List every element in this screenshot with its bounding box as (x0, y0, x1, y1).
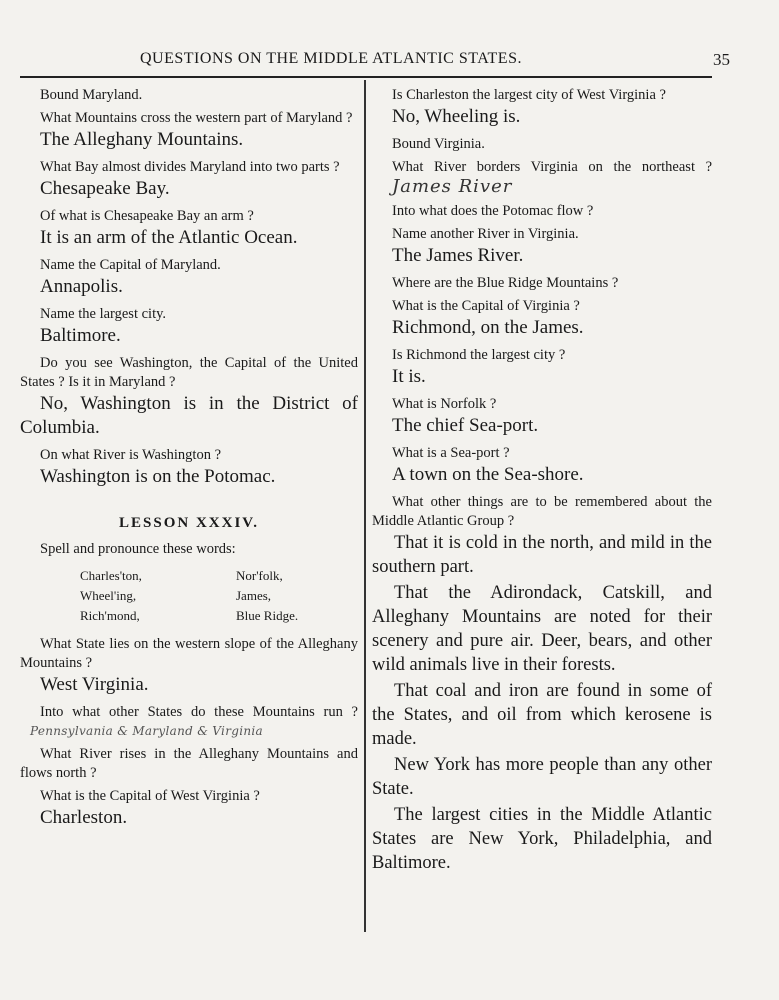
question: What is Norfolk ? (392, 396, 497, 412)
spelling-words (78, 565, 300, 627)
question: Do you see Washington, the Capital of the United States ? Is it in Maryland ? (20, 355, 358, 390)
spelling-word: Rich'mond, (80, 608, 140, 623)
right-column (372, 86, 712, 877)
answer: West Virginia. (40, 674, 149, 695)
question: On what River is Washington ? (40, 447, 222, 463)
answer: The James River. (392, 245, 524, 266)
answer: No, Wheeling is. (392, 106, 521, 127)
question: Is Charleston the largest city of West Virginia ? (392, 87, 666, 103)
question-text: What River borders Virginia on the northeast ? (392, 159, 712, 175)
lesson-title: LESSON XXXIV. (119, 515, 259, 531)
page-header (20, 44, 730, 74)
question: What is a Sea-port ? (392, 445, 510, 461)
question: Name the largest city. (40, 306, 167, 322)
question: Bound Maryland. (40, 87, 143, 103)
question: Name another River in Virginia. (392, 226, 579, 242)
header-rule (20, 76, 712, 78)
question: Into what does the Potomac flow ? (392, 203, 594, 219)
paragraph: That the Adirondack, Catskill, and Alleghany Mountains are noted for their scenery and pure air. Deer, bears, and other wild animals live in their forests. (372, 583, 712, 675)
paragraph: That coal and iron are found in some of the States, and oil from which kerosene is made. (372, 681, 712, 749)
paragraph: The largest cities in the Middle Atlantic States are New York, Philadelphia, and Baltimore. (372, 805, 712, 873)
answer: Baltimore. (40, 325, 121, 346)
page-number: 35 (713, 50, 730, 69)
answer: Charleston. (40, 807, 128, 828)
answer: Annapolis. (40, 276, 123, 297)
spelling-row (80, 607, 298, 625)
spelling-word: Nor'folk, (236, 568, 283, 583)
spelling-word: Charles'ton, (80, 568, 142, 583)
spelling-word: James, (236, 588, 272, 603)
left-column (20, 86, 358, 836)
question: What River rises in the Alleghany Mountains and flows north ? (20, 746, 358, 781)
question: What Mountains cross the western part of Maryland ? (40, 110, 353, 126)
question: Where are the Blue Ridge Mountains ? (392, 275, 619, 291)
answer: A town on the Sea-shore. (392, 464, 584, 485)
spelling-word: Wheel'ing, (80, 588, 137, 603)
answer: The Alleghany Mountains. (40, 129, 244, 150)
handwritten-answer: James River (392, 176, 513, 197)
question: Name the Capital of Maryland. (40, 257, 221, 273)
question: Is Richmond the largest city ? (392, 347, 566, 363)
spell-prompt: Spell and pronounce these words: (40, 541, 236, 557)
paragraph: New York has more people than any other State. (372, 755, 712, 799)
spelling-row (80, 587, 298, 605)
question: Bound Virginia. (392, 136, 485, 152)
answer: It is an arm of the Atlantic Ocean. (40, 227, 298, 248)
question (20, 703, 358, 741)
answer: No, Washington is in the District of Columbia. (20, 393, 358, 438)
spelling-row (80, 567, 298, 585)
question-text: Into what other States do these Mountains run ? (40, 704, 358, 720)
answer: It is. (392, 366, 426, 387)
paragraph: That it is cold in the north, and mild in the southern part. (372, 533, 712, 577)
column-divider (364, 80, 366, 932)
question: What is the Capital of Virginia ? (392, 298, 580, 314)
answer: Washington is on the Potomac. (40, 466, 276, 487)
handwritten-answer: Pennsylvania & Maryland & Virginia (30, 724, 263, 738)
question: What is the Capital of West Virginia ? (40, 788, 260, 804)
answer: Chesapeake Bay. (40, 178, 170, 199)
question: What other things are to be remembered about the Middle Atlantic Group ? (372, 494, 712, 529)
answer: The chief Sea-port. (392, 415, 539, 436)
question (372, 158, 712, 198)
answer: Richmond, on the James. (392, 317, 584, 338)
spelling-word: Blue Ridge. (236, 608, 299, 623)
running-title: QUESTIONS ON THE MIDDLE ATLANTIC STATES. (140, 50, 522, 67)
question: What Bay almost divides Maryland into two parts ? (40, 159, 340, 175)
question: Of what is Chesapeake Bay an arm ? (40, 208, 254, 224)
question: What State lies on the western slope of the Alleghany Mountains ? (20, 636, 358, 671)
